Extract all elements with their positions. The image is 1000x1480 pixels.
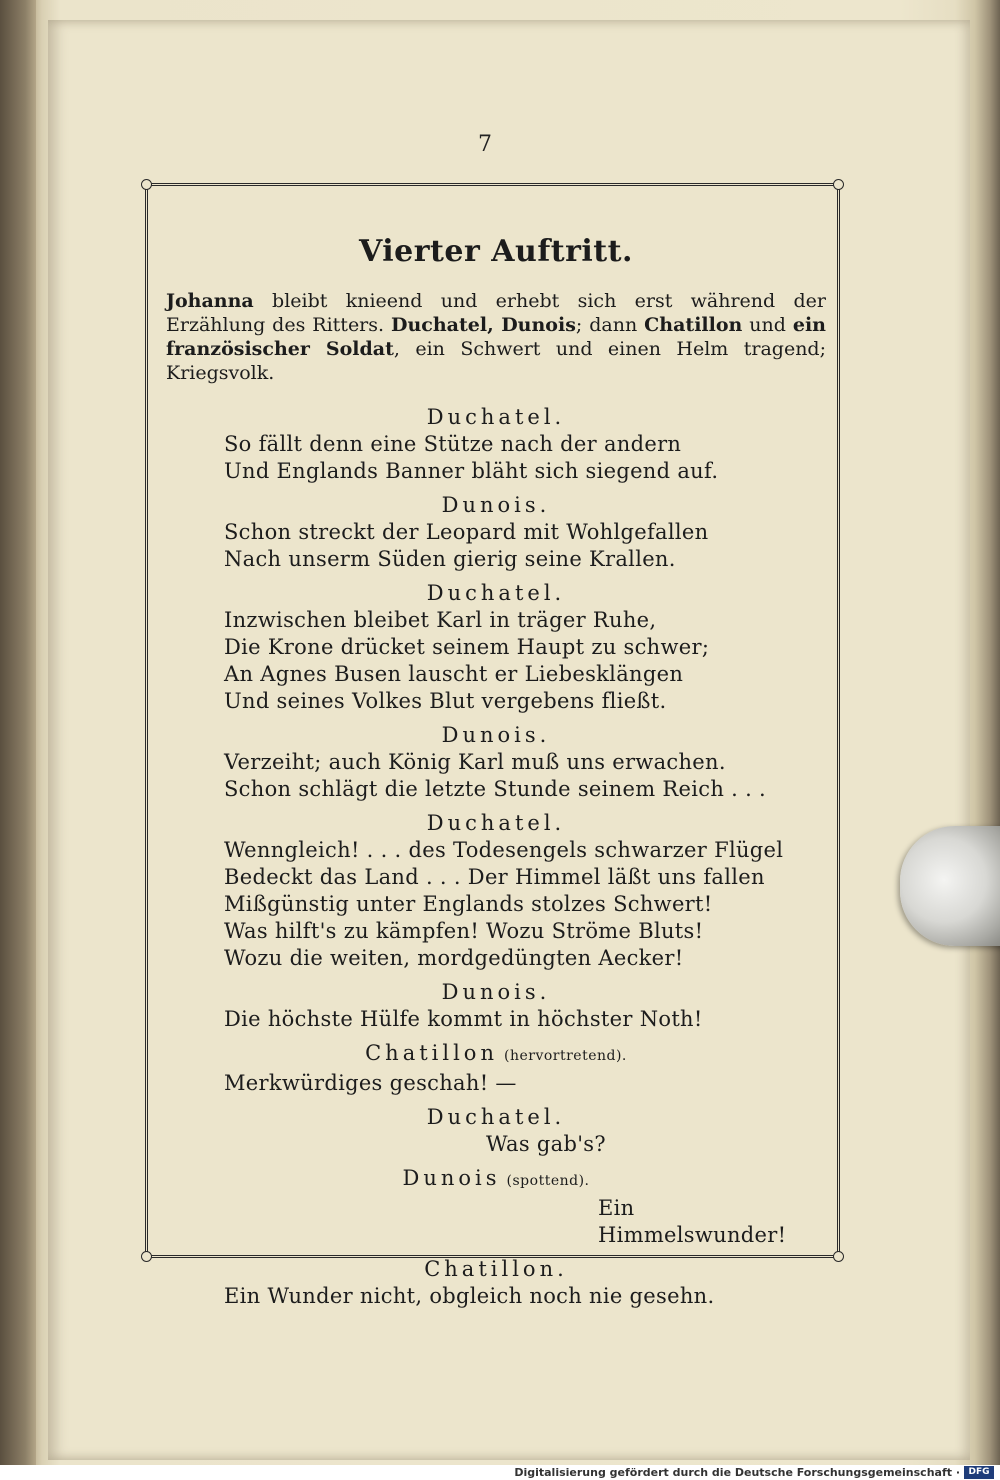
verse-line: Schon schlägt die letzte Stunde seinem Reich . . . [224, 777, 766, 801]
speaker-name [166, 1164, 826, 1195]
character-name: Duchatel, Dunois [391, 314, 576, 336]
verse-line: Bedeckt das Land . . . Der Himmel läßt uns fallen [224, 865, 765, 889]
dfg-logo: DFG [964, 1466, 994, 1479]
verse-line: Ein Wunder nicht, obgleich noch nie gesehn. [224, 1284, 715, 1308]
speaker-label: Dunois. [441, 493, 551, 517]
verse-line: Wenngleich! . . . des Todesengels schwarzer Flügel [224, 838, 784, 862]
speaker-label: Dunois. [441, 980, 551, 1004]
speaker-label: Duchatel. [426, 1105, 566, 1129]
block-gap [166, 1310, 826, 1316]
page-clip [900, 826, 1000, 946]
text-frame [145, 183, 840, 1308]
speaker-note: (spottend). [506, 1173, 590, 1189]
verse-line: Nach unserm Süden gierig seine Krallen. [224, 547, 676, 571]
speaker-name [166, 403, 826, 431]
verse-line: Verzeiht; auch König Karl muß uns erwachen. [224, 750, 726, 774]
verse-line: Ein Himmelswunder! [598, 1196, 787, 1247]
direction-text: bleibt knieend und erhebt sich erst während der Erzählung des Ritters. [166, 290, 826, 336]
stage-direction [166, 289, 826, 385]
character-name: Chatillon [644, 314, 743, 336]
footer-bar [0, 1465, 1000, 1480]
frame-corner-ornament [141, 1251, 152, 1262]
book-spine-edge [0, 0, 36, 1465]
character-name: Johanna [166, 290, 254, 312]
speaker-label: Chatillon [365, 1041, 498, 1065]
verse-line: Inzwischen bleibet Karl in träger Ruhe, [224, 608, 657, 632]
verse-line: So fällt denn eine Stütze nach der andern [224, 432, 682, 456]
direction-text: und [742, 314, 793, 336]
frame-corner-ornament [141, 179, 152, 190]
speaker-name [166, 1255, 826, 1283]
verse-line: Was hilft's zu kämpfen! Wozu Ströme Bluts! [224, 919, 704, 943]
speaker-name [166, 1039, 826, 1070]
speaker-label: Dunois. [441, 723, 551, 747]
verse-line: Und seines Volkes Blut vergebens fließt. [224, 689, 667, 713]
verse-line: Wozu die weiten, mordgedüngten Aecker! [224, 946, 684, 970]
dialogue [166, 403, 826, 1316]
frame-corner-ornament [833, 179, 844, 190]
speaker-label: Chatillon. [424, 1257, 568, 1281]
verse-line: Schon streckt der Leopard mit Wohlgefallen [224, 520, 709, 544]
speaker-label: Duchatel. [426, 581, 566, 605]
speaker-name [166, 579, 826, 607]
speaker-label: Duchatel. [426, 405, 566, 429]
direction-text: ; dann [575, 314, 645, 336]
verse-line: Die höchste Hülfe kommt in höchster Noth! [224, 1007, 703, 1031]
scene-title: Vierter Auftritt. [359, 234, 633, 269]
verse-line: An Agnes Busen lauscht er Liebesklängen [224, 662, 684, 686]
verse-line: Merkwürdiges geschah! — [224, 1071, 517, 1095]
speaker-name [166, 1103, 826, 1131]
verse-line: Und Englands Banner bläht sich siegend auf. [224, 459, 719, 483]
speaker-name [166, 809, 826, 837]
speaker-name [166, 721, 826, 749]
verse-line: Mißgünstig unter Englands stolzes Schwert! [224, 892, 713, 916]
funding-notice: Digitalisierung gefördert durch die Deutsche Forschungsgemeinschaft · [514, 1466, 960, 1479]
speaker-name [166, 491, 826, 519]
verse-line: Was gab's? [486, 1132, 606, 1156]
speaker-note: (hervortretend). [503, 1048, 627, 1064]
scene-content [166, 234, 826, 1316]
speaker-label: Dunois [402, 1166, 501, 1190]
direction-text: , ein Schwert und einen Helm tragend; Kriegsvolk. [166, 338, 826, 384]
verse-line: Die Krone drücket seinem Haupt zu schwer; [224, 635, 710, 659]
frame-corner-ornament [833, 1251, 844, 1262]
page-number: 7 [478, 132, 492, 157]
speaker-name [166, 978, 826, 1006]
character-name: ein französischer Soldat [166, 314, 826, 360]
speaker-label: Duchatel. [426, 811, 566, 835]
